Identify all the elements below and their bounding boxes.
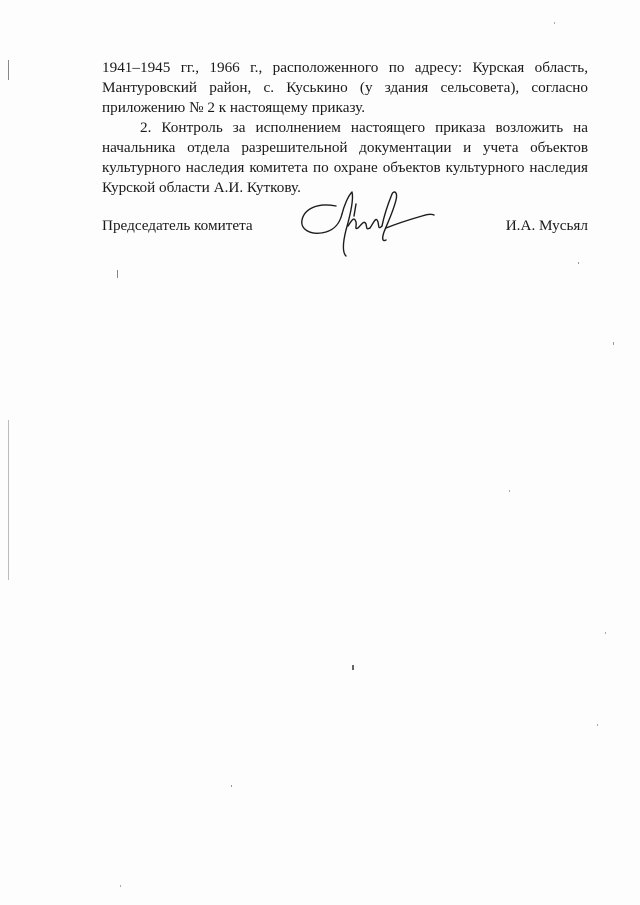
scan-dot <box>231 785 232 787</box>
paragraph-item-2: 2. Контроль за исполнением настоящего приказа возложить на начальника отдела разрешительной документации и учета объектов культурного наследия комитета по охране объектов культурного наследия Курской области А.И. Куткову. <box>102 119 588 196</box>
scan-dot <box>597 724 598 726</box>
paragraph-continuation: 1941–1945 гг., 1966 г., расположенного по адресу: Курская область, Мантуровский район, с. Куськино (у здания сельсовета), согласно приложению № 2 к настоящему приказу. <box>102 59 588 116</box>
scan-dot <box>578 262 579 264</box>
handwritten-signature <box>296 186 436 264</box>
scan-margin-line <box>8 60 9 80</box>
scan-dot <box>117 270 118 278</box>
scan-dot <box>509 490 510 492</box>
signer-position: Председатель комитета <box>102 217 253 234</box>
signature-block <box>102 216 588 256</box>
scan-dot <box>554 22 555 24</box>
scan-dot <box>613 342 614 345</box>
scan-dot <box>120 885 121 887</box>
signer-name: И.А. Мусьял <box>505 217 588 234</box>
scan-dot <box>352 665 354 670</box>
scan-dot <box>605 632 606 634</box>
scan-margin-line <box>8 420 9 580</box>
document-body <box>102 58 588 198</box>
